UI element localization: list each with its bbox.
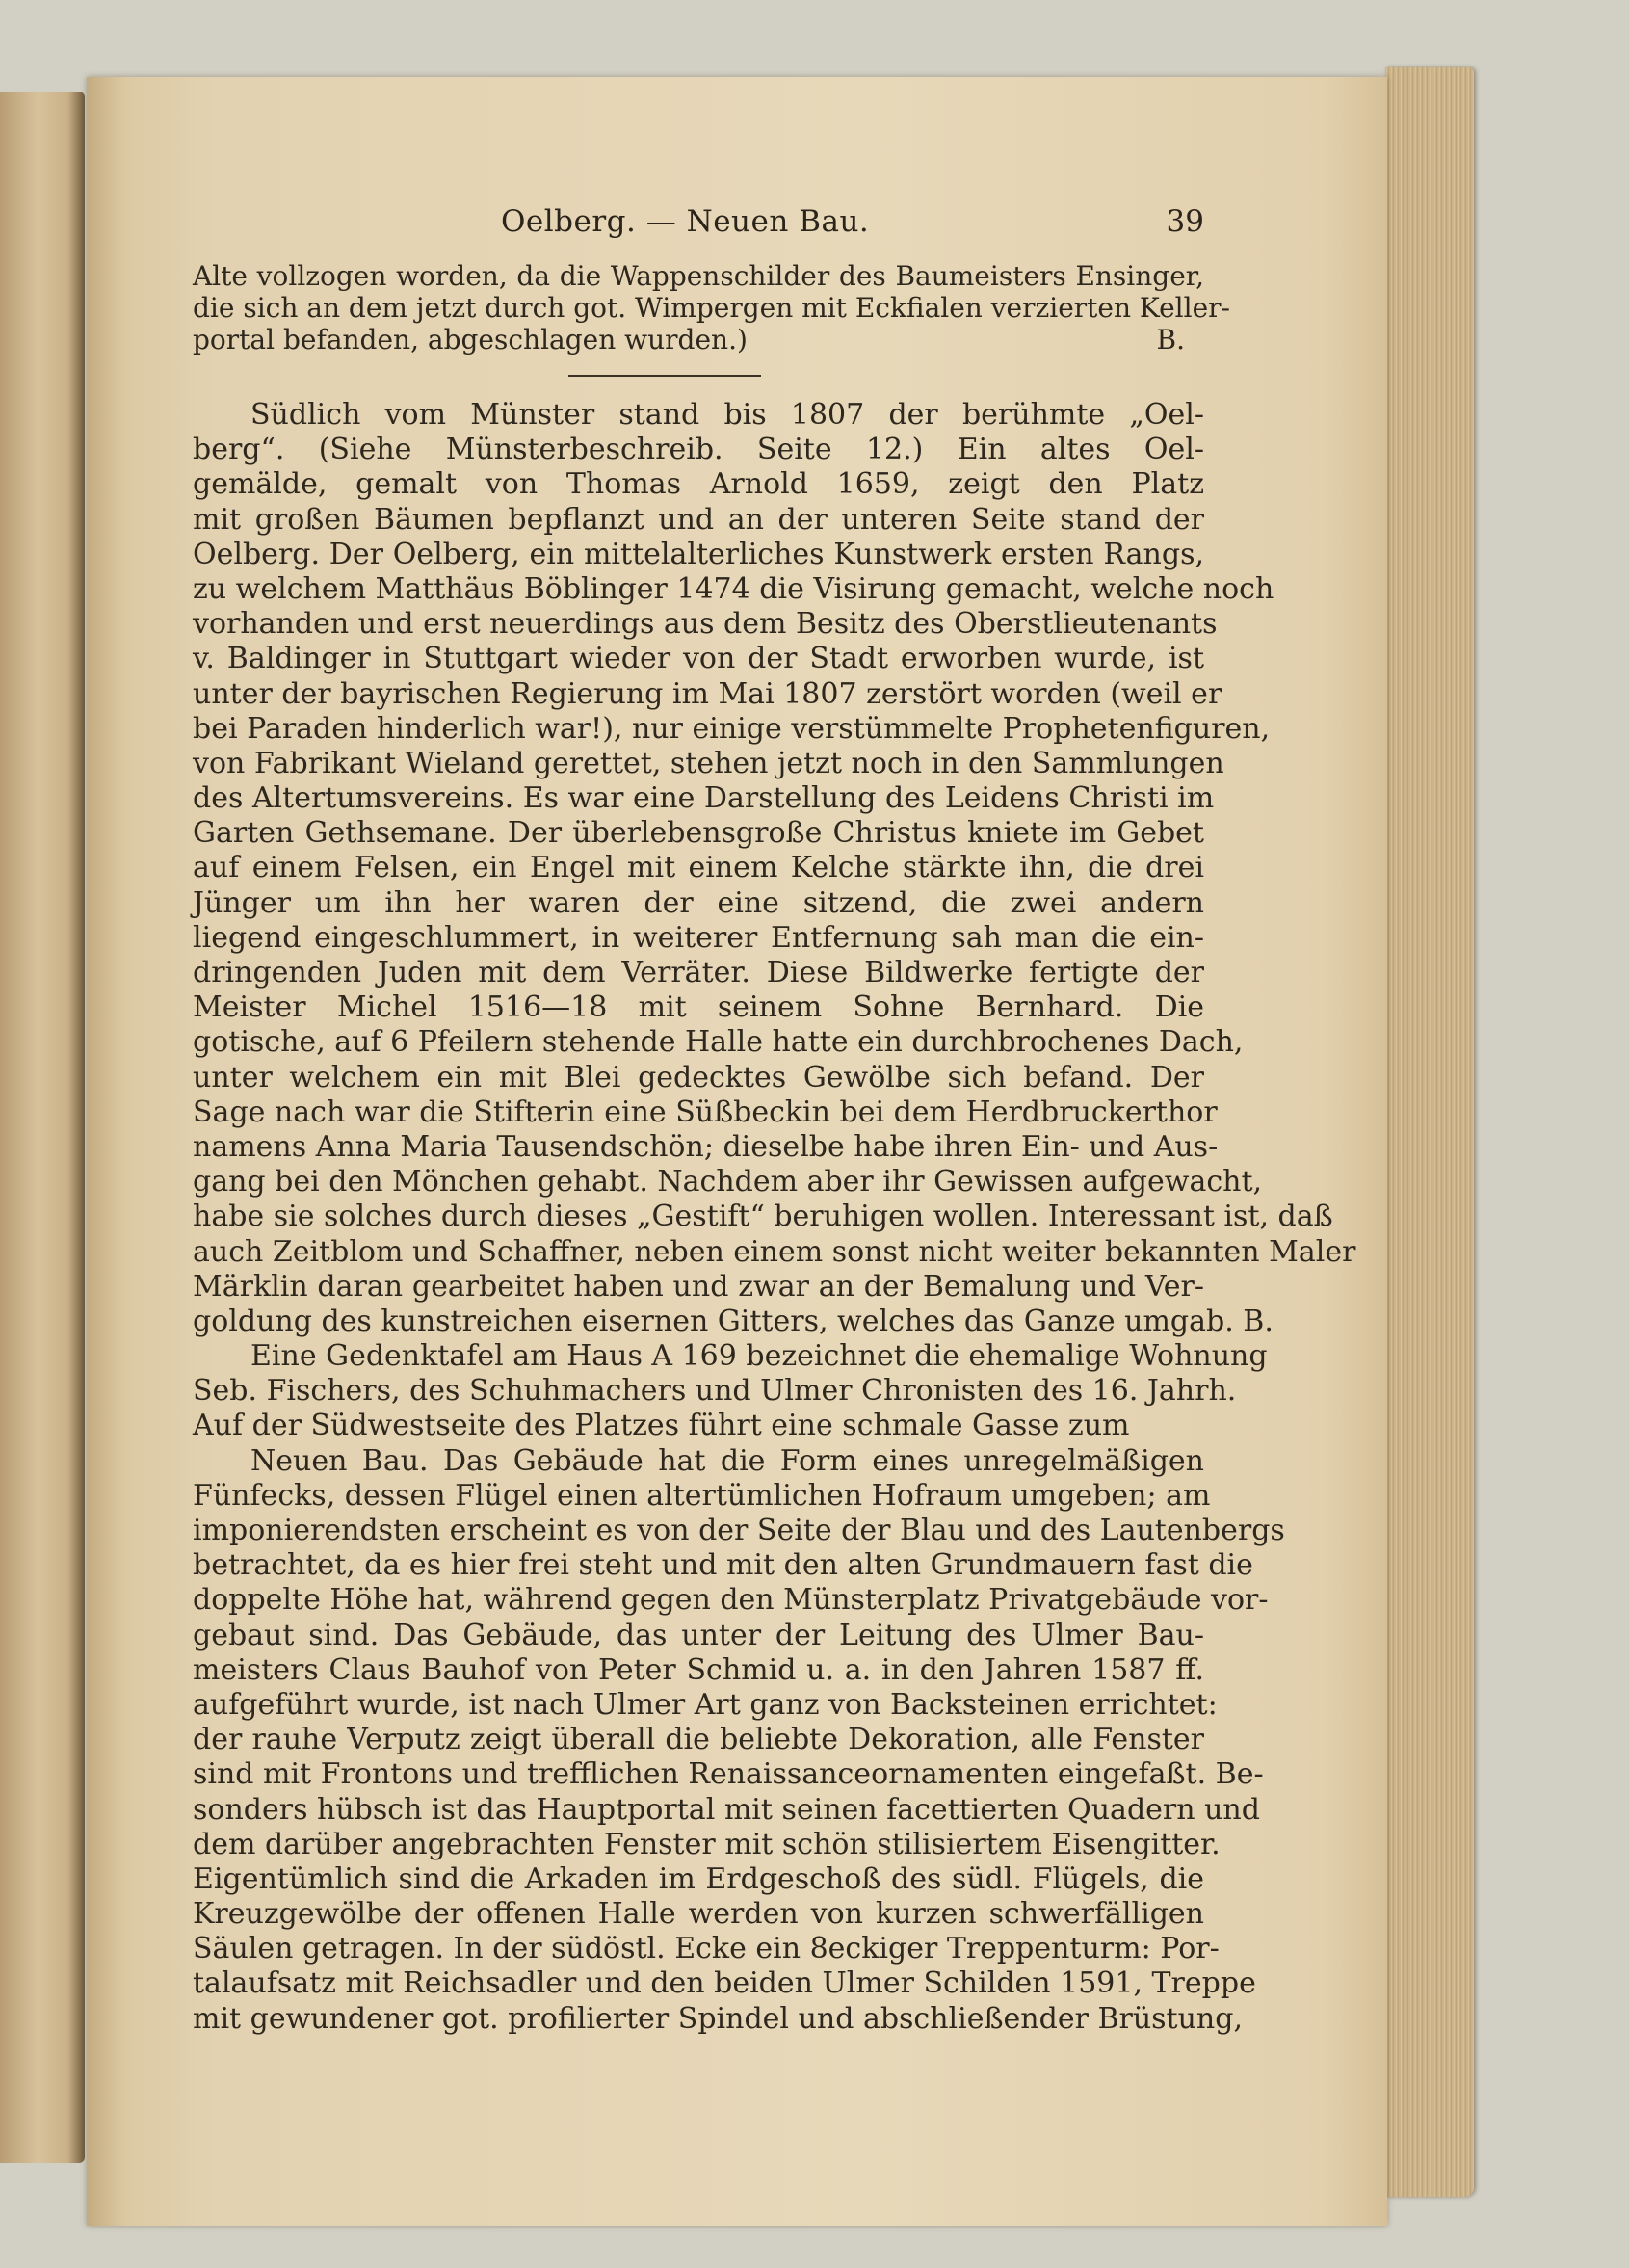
text-line: Meister Michel 1516—18 mit seinem Sohne Bernhard. Die bbox=[193, 990, 1204, 1025]
footnote-line-text: portal befanden, abgeschlagen wurden.) bbox=[193, 324, 748, 356]
text-line: gotische, auf 6 Pfeilern stehende Halle hatte ein durchbrochenes Dach, bbox=[193, 1025, 1244, 1060]
text-line: Fünfecks, dessen Flügel einen altertümlichen Hofraum umgeben; am bbox=[193, 1478, 1211, 1513]
text-line: liegend eingeschlummert, in weiterer Entfernung sah man die ein- bbox=[193, 920, 1204, 955]
text-line: des Altertumsvereins. Es war eine Darstellung des Leidens Christi im bbox=[193, 781, 1215, 816]
running-head: Oelberg. — Neuen Bau. bbox=[501, 204, 870, 239]
text-line: vorhanden und erst neuerdings aus dem Besitz des Oberstlieutenants bbox=[193, 607, 1218, 642]
footnote bbox=[193, 260, 1230, 356]
text-line: mit gewundener got. profilierter Spindel und abschließender Brüstung, bbox=[193, 2001, 1243, 2036]
text-line: Seb. Fischers, des Schuhmachers und Ulmer Chronisten des 16. Jahrh. bbox=[193, 1374, 1237, 1409]
text-line: unter welchem ein mit Blei gedecktes Gewölbe sich befand. Der bbox=[193, 1060, 1204, 1094]
text-line: meisters Claus Bauhof von Peter Schmid u. a. in den Jahren 1587 ff. bbox=[193, 1652, 1204, 1687]
text-line: v. Baldinger in Stuttgart wieder von der Stadt erworben wurde, ist bbox=[193, 642, 1204, 676]
page-number: 39 bbox=[1166, 204, 1204, 239]
body-text bbox=[193, 260, 1356, 2037]
text-line: Eine Gedenktafel am Haus A 169 bezeichnet die ehemalige Wohnung bbox=[250, 1339, 1268, 1374]
paragraph-gedenktafel bbox=[193, 1339, 1268, 1444]
footnote-line: die sich an dem jetzt durch got. Wimpergen mit Eckfialen verzierten Keller- bbox=[193, 292, 1230, 324]
text-line: Sage nach war die Stifterin eine Süßbeckin bei dem Herdbruckerthor bbox=[193, 1094, 1218, 1129]
paragraph-neuen-bau bbox=[193, 1443, 1285, 2037]
text-line: Auf der Südwestseite des Platzes führt eine schmale Gasse zum bbox=[193, 1409, 1130, 1443]
text-line: sind mit Frontons und trefflichen Renaissanceornamenten eingefaßt. Be- bbox=[193, 1757, 1264, 1792]
text-line: dem darüber angebrachten Fenster mit schön stilisiertem Eisengitter. bbox=[193, 1827, 1221, 1861]
text-line: Säulen getragen. In der südöstl. Ecke ein 8eckiger Treppenturm: Por- bbox=[193, 1932, 1220, 1966]
text-line: Kreuzgewölbe der offenen Halle werden von kurzen schwerfälligen bbox=[193, 1897, 1204, 1932]
text-line: aufgeführt wurde, ist nach Ulmer Art ganz von Backsteinen errichtet: bbox=[193, 1687, 1218, 1722]
text-line: Garten Gethsemane. Der überlebensgroße Christus kniete im Gebet bbox=[193, 816, 1204, 851]
text-line: Südlich vom Münster stand bis 1807 der berühmte „Oel- bbox=[250, 398, 1204, 432]
page-header bbox=[193, 204, 1204, 243]
text-line: auch Zeitblom und Schaffner, neben einem sonst nicht weiter bekannten Maler bbox=[193, 1234, 1356, 1269]
text-line: imponierendsten erscheint es von der Seite der Blau und des Lautenbergs bbox=[193, 1514, 1285, 1547]
text-line: goldung des kunstreichen eisernen Gitters, welches das Ganze umgab. B. bbox=[193, 1304, 1274, 1338]
text-line: betrachtet, da es hier frei steht und mit den alten Grundmauern fast die bbox=[193, 1548, 1253, 1583]
paragraph-oelberg bbox=[193, 398, 1356, 1339]
book-gutter bbox=[0, 92, 85, 2163]
text-line: habe sie solches durch dieses „Gestift“ beruhigen wollen. Interessant ist, daß bbox=[193, 1200, 1333, 1234]
text-line: talaufsatz mit Reichsadler und den beiden Ulmer Schilden 1591, Treppe bbox=[193, 1966, 1256, 2001]
text-line: zu welchem Matthäus Böblinger 1474 die Visirung gemacht, welche noch bbox=[193, 571, 1274, 606]
text-line: doppelte Höhe hat, während gegen den Münsterplatz Privatgebäude vor- bbox=[193, 1583, 1269, 1618]
text-line: unter der bayrischen Regierung im Mai 1807 zerstört worden (weil er bbox=[193, 676, 1222, 711]
text-line: gebaut sind. Das Gebäude, das unter der Leitung des Ulmer Bau- bbox=[193, 1618, 1204, 1652]
text-line: berg“. (Siehe Münsterbeschreib. Seite 12.) Ein altes Oel- bbox=[193, 433, 1204, 467]
text-line: Eigentümlich sind die Arkaden im Erdgeschoß des südl. Flügels, die bbox=[193, 1861, 1204, 1896]
footnote-line-last bbox=[193, 324, 1204, 356]
text-line: gemälde, gemalt von Thomas Arnold 1659, zeigt den Platz bbox=[193, 467, 1204, 502]
text-line: dringenden Juden mit dem Verräter. Diese Bildwerke fertigte der bbox=[193, 956, 1204, 989]
text-line: mit großen Bäumen bepflanzt und an der unteren Seite stand der bbox=[193, 502, 1204, 537]
text-line: der rauhe Verputz zeigt überall die beliebte Dekoration, alle Fenster bbox=[193, 1723, 1204, 1757]
text-line: von Fabrikant Wieland gerettet, stehen jetzt noch in den Sammlungen bbox=[193, 746, 1224, 780]
text-line: gang bei den Mönchen gehabt. Nachdem aber ihr Gewissen aufgewacht, bbox=[193, 1165, 1263, 1200]
footnote-signature: B. bbox=[1156, 324, 1185, 356]
text-line: auf einem Felsen, ein Engel mit einem Kelche stärkte ihn, die drei bbox=[193, 851, 1204, 885]
text-line: bei Paraden hinderlich war!), nur einige verstümmelte Prophetenfiguren, bbox=[193, 711, 1271, 746]
text-line: namens Anna Maria Tausendschön; dieselbe habe ihren Ein- und Aus- bbox=[193, 1129, 1219, 1164]
separator-rule bbox=[568, 375, 761, 377]
text-line: sonders hübsch ist das Hauptportal mit seinen facettierten Quadern und bbox=[193, 1792, 1260, 1827]
footnote-line: Alte vollzogen worden, da die Wappenschilder des Baumeisters Ensinger, bbox=[193, 260, 1204, 292]
page-edges bbox=[1385, 67, 1474, 2197]
text-line: Neuen Bau. Das Gebäude hat die Form eines unregelmäßigen bbox=[250, 1443, 1204, 1478]
text-line: Jünger um ihn her waren der eine sitzend, die zwei andern bbox=[193, 885, 1204, 920]
text-line: Märklin daran gearbeitet haben und zwar an der Bemalung und Ver- bbox=[193, 1269, 1204, 1304]
text-line: Oelberg. Der Oelberg, ein mittelalterliches Kunstwerk ersten Rangs, bbox=[193, 537, 1204, 571]
